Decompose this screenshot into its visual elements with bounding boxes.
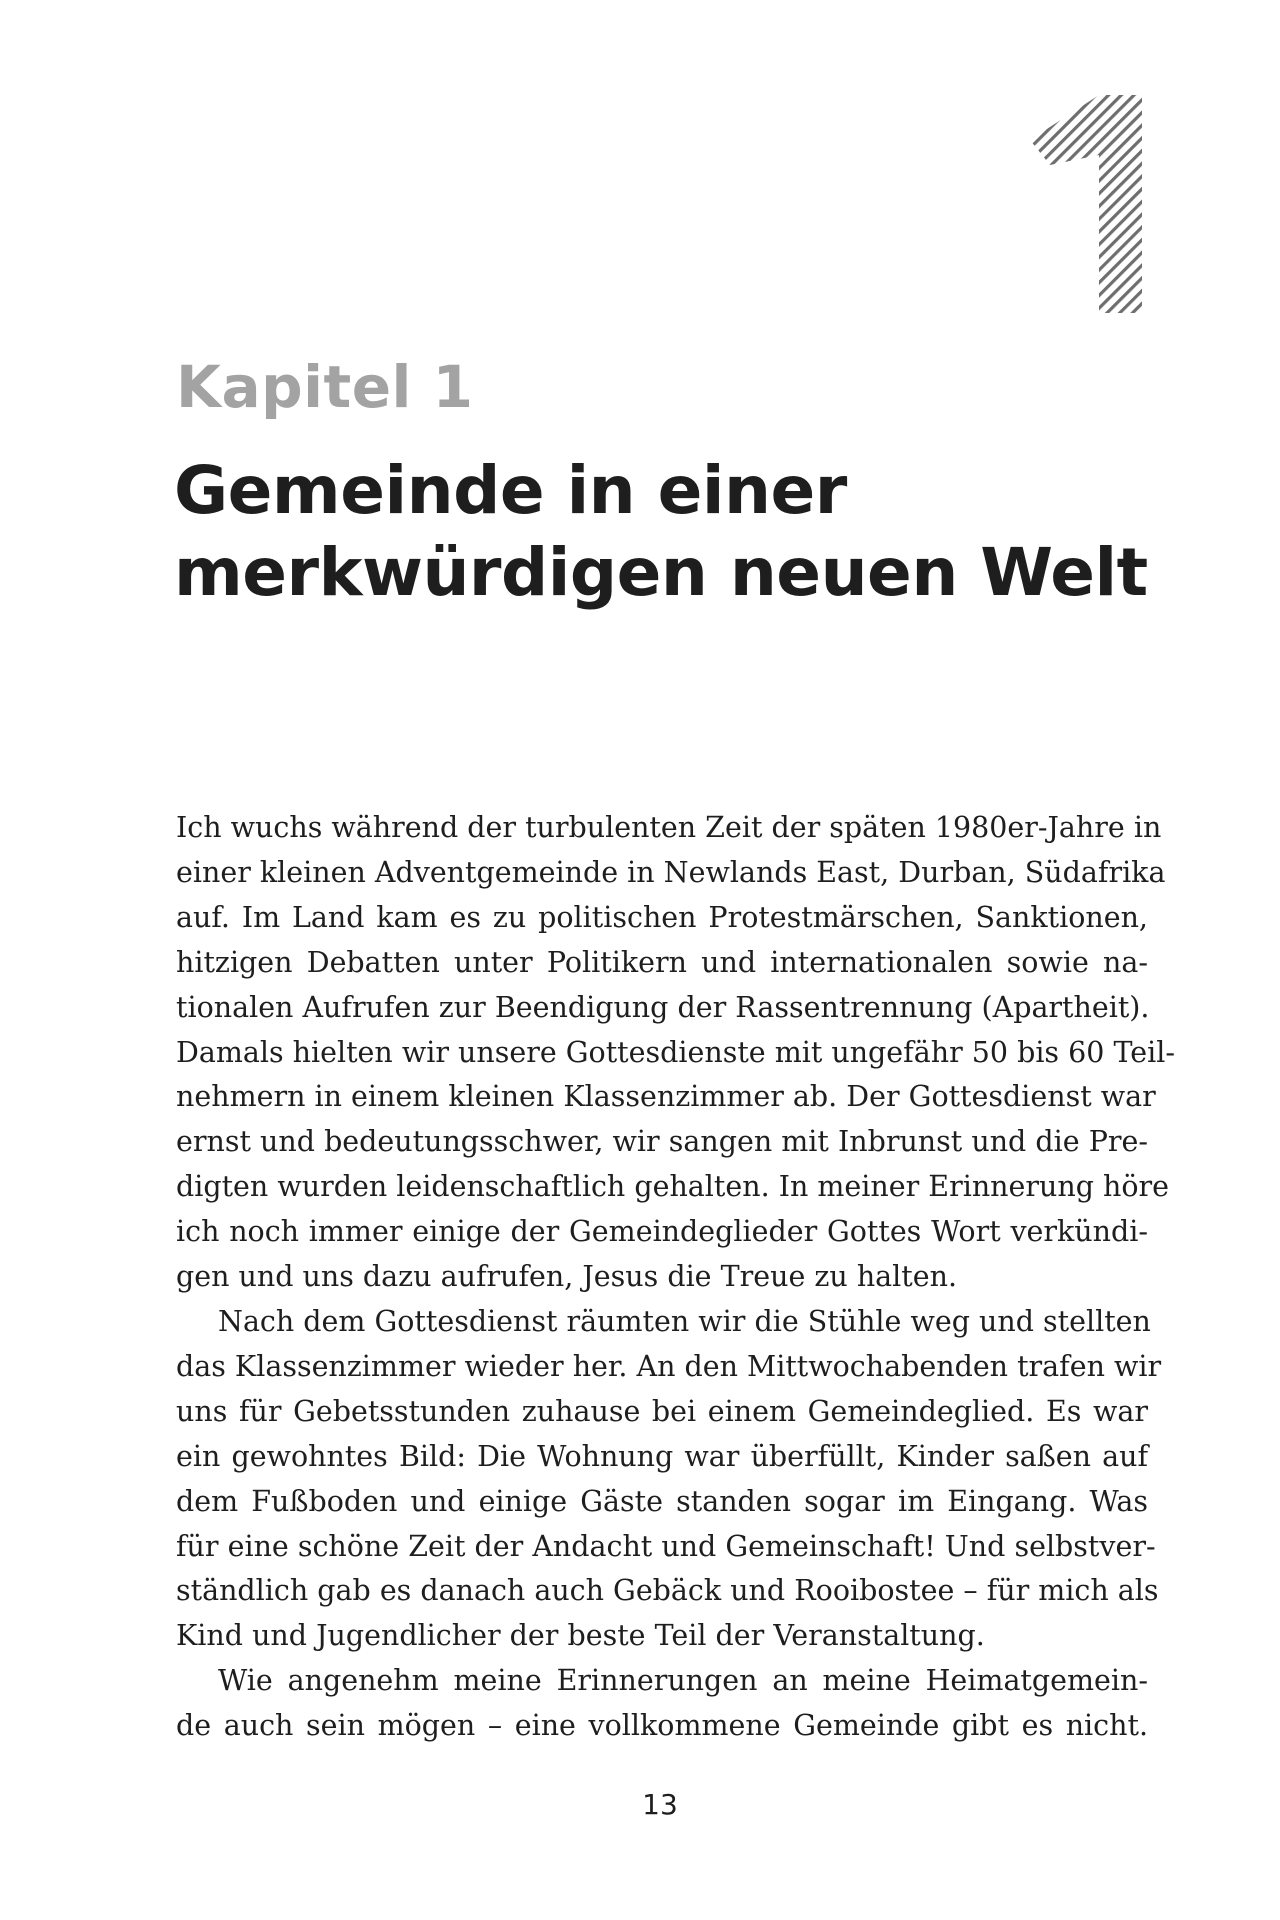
text-line: einer kleinen Adventgemeinde in Newlands East, Durban, Südafrika — [176, 855, 1166, 889]
chapter-title — [174, 450, 1148, 614]
chapter-numeral-icon — [1030, 95, 1160, 315]
text-line: nehmern in einem kleinen Klassenzimmer ab. Der Gottesdienst war — [176, 1080, 1156, 1114]
text-line: gen und uns dazu aufrufen, Jesus die Treue zu halten. — [176, 1260, 958, 1294]
chapter-title-line: Gemeinde in einer — [174, 452, 847, 529]
text-line: Nach dem Gottesdienst räumten wir die Stühle weg und stellten — [218, 1304, 1151, 1338]
paragraph — [176, 1659, 1148, 1749]
text-line: Damals hielten wir unsere Gottesdienste mit ungefähr 50 bis 60 Teil- — [176, 1035, 1175, 1069]
text-line: dem Fußboden und einige Gäste standen sogar im Eingang. Was — [176, 1484, 1148, 1518]
text-line: Kind und Jugendlicher der beste Teil der Veranstaltung. — [176, 1619, 985, 1653]
body-text — [176, 806, 1175, 1749]
text-line: ein gewohntes Bild: Die Wohnung war überfüllt, Kinder saßen auf — [176, 1439, 1148, 1473]
text-line: tionalen Aufrufen zur Beendigung der Rassentrennung (Apartheit). — [176, 990, 1150, 1024]
text-line: uns für Gebetsstunden zuhause bei einem Gemeindeglied. Es war — [176, 1394, 1148, 1428]
text-line: digten wurden leidenschaftlich gehalten. In meiner Erinnerung höre — [176, 1170, 1170, 1204]
chapter-title-line: merkwürdigen neuen Welt — [174, 534, 1148, 611]
paragraph — [176, 806, 1175, 1300]
text-line: für eine schöne Zeit der Andacht und Gemeinschaft! Und selbstver- — [176, 1529, 1156, 1563]
chapter-label: Kapitel 1 — [176, 353, 474, 421]
page-number: 13 — [642, 1788, 678, 1821]
text-line: ernst und bedeutungsschwer, wir sangen mit Inbrunst und die Pre- — [176, 1125, 1148, 1159]
text-line: Wie angenehm meine Erinnerungen an meine Heimatgemein- — [218, 1664, 1148, 1698]
text-line: ständlich gab es danach auch Gebäck und Rooibostee – für mich als — [176, 1574, 1159, 1608]
text-line: Ich wuchs während der turbulenten Zeit der späten 1980er-Jahre in — [176, 811, 1162, 844]
paragraph — [176, 1300, 1162, 1659]
text-line: hitzigen Debatten unter Politikern und internationalen sowie na- — [176, 945, 1148, 979]
text-line: de auch sein mögen – eine vollkommene Gemeinde gibt es nicht. — [176, 1709, 1148, 1743]
text-line: auf. Im Land kam es zu politischen Protestmärschen, Sanktionen, — [176, 900, 1148, 934]
text-line: das Klassenzimmer wieder her. An den Mittwochabenden trafen wir — [176, 1349, 1162, 1383]
text-line: ich noch immer einige der Gemeindeglieder Gottes Wort verkündi- — [176, 1215, 1148, 1249]
